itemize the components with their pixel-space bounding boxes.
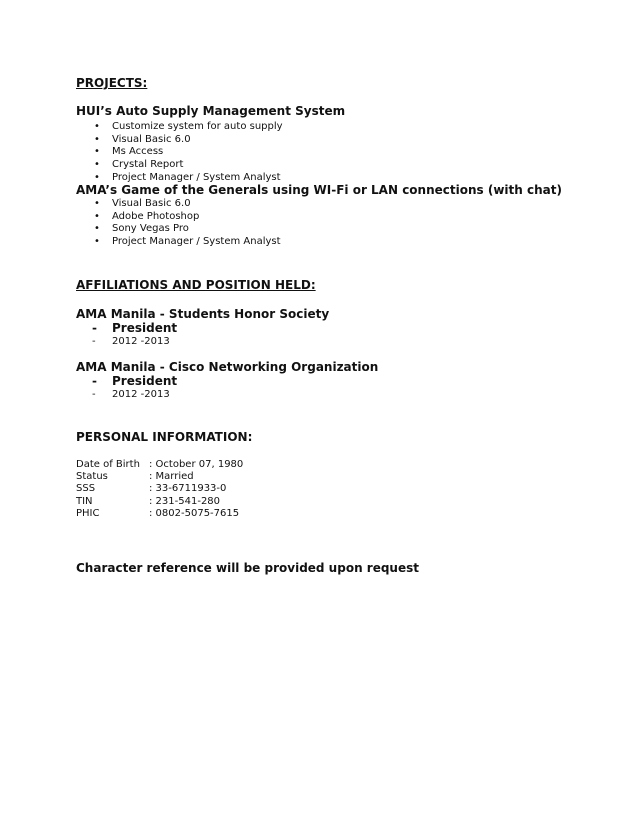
position-1 xyxy=(92,321,177,335)
project-2-bullets xyxy=(94,198,281,249)
projects-heading: PROJECTS: xyxy=(76,76,148,90)
dash-marker: - xyxy=(92,336,96,347)
info-value: : 231-541-280 xyxy=(149,495,221,507)
list-item: • Crystal Report xyxy=(94,159,283,172)
list-item: • Sony Vegas Pro xyxy=(94,223,281,236)
list-item: • Adobe Photoshop xyxy=(94,211,281,224)
table-row xyxy=(76,471,243,483)
years-1 xyxy=(92,336,170,347)
info-label: SSS xyxy=(76,483,96,495)
list-item: • Project Manager / System Analyst xyxy=(94,172,283,185)
list-item: • Visual Basic 6.0 xyxy=(94,198,281,211)
org-title-2: AMA Manila - Cisco Networking Organization xyxy=(76,360,379,374)
dash-marker: - xyxy=(92,321,97,335)
info-value: : Married xyxy=(149,471,194,483)
list-item: • Ms Access xyxy=(94,146,283,159)
info-value: : 0802-5075-7615 xyxy=(149,507,240,519)
list-item: • Customize system for auto supply xyxy=(94,121,283,134)
project-1-bullets xyxy=(94,121,283,185)
project-title-2: AMA’s Game of the Generals using WI-Fi or LAN connections (with chat) xyxy=(76,183,562,197)
dash-marker: - xyxy=(92,374,97,388)
years-label: 2012 -2013 xyxy=(112,336,170,347)
info-label: Date of Birth xyxy=(76,459,140,470)
info-label: Status xyxy=(76,471,108,483)
table-row xyxy=(76,496,243,508)
position-2 xyxy=(92,374,177,388)
org-title-1: AMA Manila - Students Honor Society xyxy=(76,307,330,321)
info-value: : October 07, 1980 xyxy=(149,459,244,470)
personal-heading: PERSONAL INFORMATION: xyxy=(76,430,253,444)
table-row xyxy=(76,459,243,471)
years-label: 2012 -2013 xyxy=(112,389,170,400)
table-row xyxy=(76,483,243,495)
affiliations-heading: AFFILIATIONS AND POSITION HELD: xyxy=(76,278,316,292)
table-row xyxy=(76,508,243,520)
project-title-1: HUI’s Auto Supply Management System xyxy=(76,104,346,118)
position-label: President xyxy=(112,374,178,388)
list-item: • Visual Basic 6.0 xyxy=(94,134,283,147)
info-label: PHIC xyxy=(76,507,100,519)
dash-marker: - xyxy=(92,389,96,400)
list-item: • Project Manager / System Analyst xyxy=(94,236,281,249)
years-2 xyxy=(92,389,170,400)
personal-info-table xyxy=(76,459,243,520)
info-value: : 33-6711933-0 xyxy=(149,483,227,495)
reference-note: Character reference will be provided upon request xyxy=(76,561,419,575)
position-label: President xyxy=(112,321,178,335)
info-label: TIN xyxy=(76,495,93,507)
